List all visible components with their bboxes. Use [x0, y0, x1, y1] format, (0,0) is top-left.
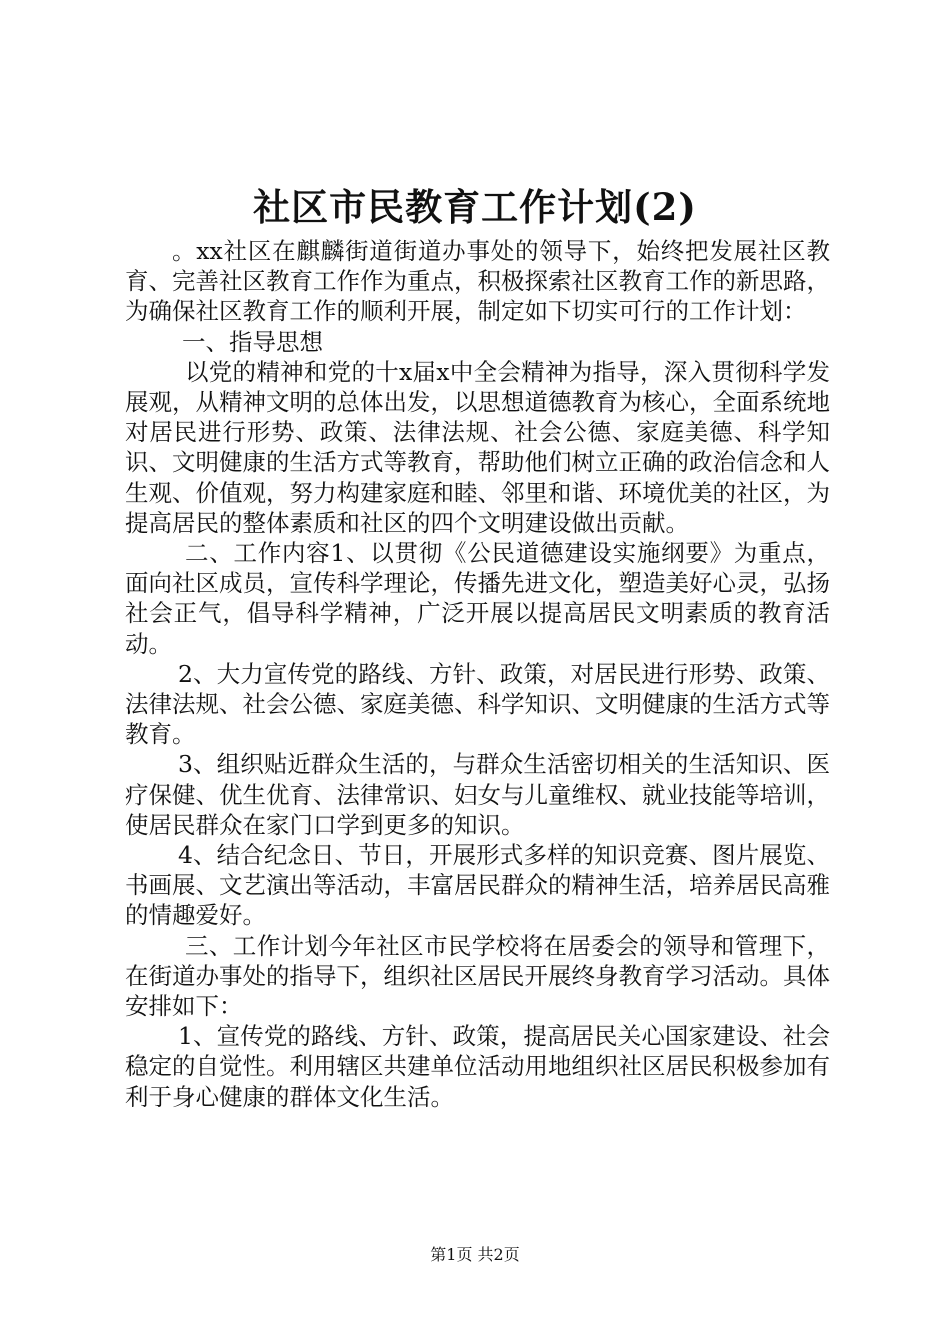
- document-body: [125, 236, 830, 1112]
- paragraph-intro: 。xx社区在麒麟街道街道办事处的领导下，始终把发展社区教育、完善社区教育工作作为重点，积极探索社区教育工作的新思路，为确保社区教育工作的顺利开展，制定如下切实可行的工作计划：: [125, 237, 830, 326]
- section-heading-guiding-thought: 一、指导思想: [182, 327, 323, 356]
- paragraph-guiding-thought: 以党的精神和党的十x届x中全会精神为指导，深入贯彻科学发展观，从精神文明的总体出发，以思想道德教育为核心，全面系统地对居民进行形势、政策、法律法规、社会公德、家庭美德、科学知识、文明健康的生活方式等教育，帮助他们树立正确的政治信念和人生观、价值观，努力构建家庭和睦、邻里和谐、环境优美的社区，为提高居民的整体素质和社区的四个文明建设做出贡献。: [125, 357, 830, 537]
- paragraph-work-content-4: 4、结合纪念日、节日，开展形式多样的知识竞赛、图片展览、书画展、文艺演出等活动，丰富居民群众的精神生活，培养居民高雅的情趣爱好。: [125, 841, 830, 930]
- paragraph-work-content-1: 二、工作内容1、以贯彻《公民道德建设实施纲要》为重点，面向社区成员，宣传科学理论，传播先进文化，塑造美好心灵，弘扬社会正气，倡导科学精神，广泛开展以提高居民文明素质的教育活动。: [125, 539, 830, 658]
- paragraph-work-plan: 三、工作计划今年社区市民学校将在居委会的领导和管理下，在街道办事处的指导下，组织社区居民开展终身教育学习活动。具体安排如下：: [125, 931, 830, 1021]
- paragraph-work-content-3: 3、组织贴近群众生活的，与群众生活密切相关的生活知识、医疗保健、优生优育、法律常识、妇女与儿童维权、就业技能等培训，使居民群众在家门口学到更多的知识。: [125, 750, 830, 839]
- page-number-footer: 第1页 共2页: [430, 1245, 520, 1264]
- document-title: 社区市民教育工作计划(2): [253, 185, 697, 229]
- paragraph-work-content-2: 2、大力宣传党的路线、方针、政策，对居民进行形势、政策、法律法规、社会公德、家庭美德、科学知识、文明健康的生活方式等教育。: [125, 659, 830, 749]
- paragraph-work-plan-1: 1、宣传党的路线、方针、政策，提高居民关心国家建设、社会稳定的自觉性。利用辖区共建单位活动用地组织社区居民积极参加有利于身心健康的群体文化生活。: [125, 1022, 830, 1111]
